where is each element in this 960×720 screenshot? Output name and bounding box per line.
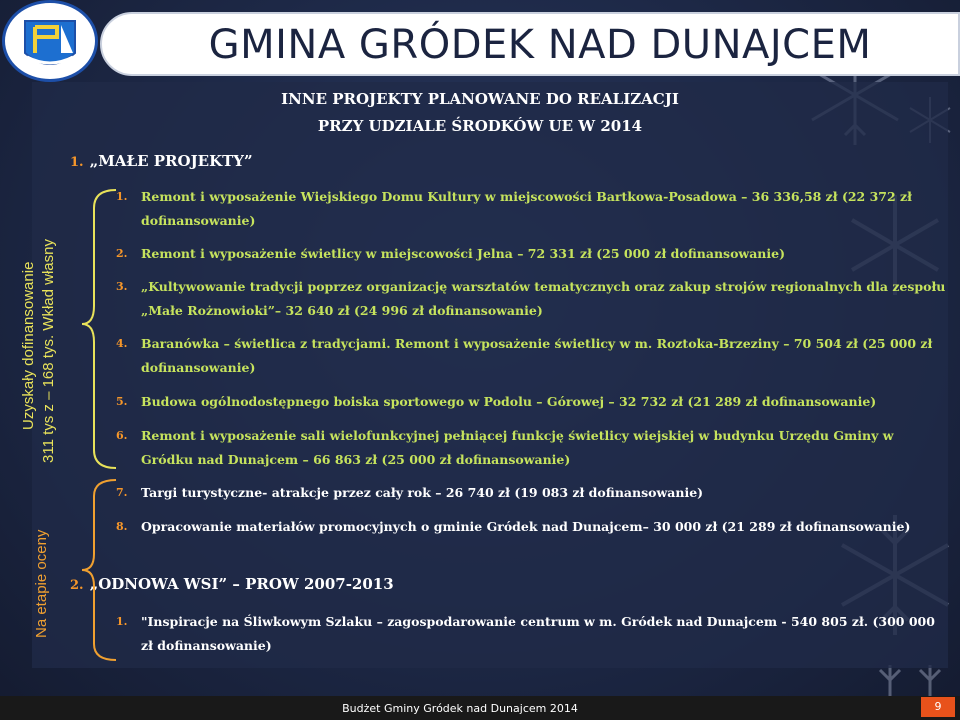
item-text: Remont i wyposażenie sali wielofunkcyjnej pełniącej funkcję świetlicy wiejskiej w budynku Urzędu Gminy w Gródku nad Dunajcem – 66 863 zł (25 000 zł dofinansowanie) bbox=[141, 428, 894, 467]
footer-text: Budżet Gminy Gródek nad Dunajcem 2014 bbox=[342, 702, 578, 715]
evaluation-note: Na etapie oceny bbox=[33, 529, 50, 638]
funded-bracket bbox=[80, 188, 120, 470]
item-text: Opracowanie materiałów promocyjnych o gminie Gródek nad Dunajcem– 30 000 zł (21 289 zł dofinansowanie) bbox=[141, 519, 911, 534]
item-text: Remont i wyposażenie świetlicy w miejscowości Jelna – 72 331 zł (25 000 zł dofinansowanie) bbox=[141, 246, 785, 261]
list-item bbox=[116, 390, 946, 414]
list-item bbox=[116, 275, 946, 323]
page-title: GMINA GRÓDEK NAD DUNAJCEM bbox=[208, 22, 872, 68]
section-number: 2. bbox=[70, 578, 84, 593]
coat-of-arms-icon bbox=[5, 3, 95, 79]
list-item bbox=[116, 515, 946, 539]
municipality-logo bbox=[2, 0, 98, 82]
section-heading-small-projects bbox=[70, 152, 253, 170]
list-item bbox=[116, 610, 946, 658]
page-number-badge: 9 bbox=[921, 697, 955, 717]
list-item bbox=[116, 424, 946, 472]
item-number: 7. bbox=[116, 486, 128, 499]
item-text: "Inspiracje na Śliwkowym Szlaku – zagospodarowanie centrum w m. Gródek nad Dunajcem - 540 805 zł. (300 000 zł dofinansowanie) bbox=[141, 614, 935, 653]
item-number: 1. bbox=[116, 615, 128, 628]
list-item bbox=[116, 481, 946, 505]
list-item bbox=[116, 242, 946, 266]
item-text: Budowa ogólnodostępnego boiska sportowego w Podolu – Górowej – 32 732 zł (21 289 zł dofinansowanie) bbox=[141, 394, 877, 409]
subtitle-line-1: INNE PROJEKTY PLANOWANE DO REALIZACJI bbox=[281, 90, 679, 108]
item-number: 8. bbox=[116, 520, 128, 533]
item-text: „Kultywowanie tradycji poprzez organizację warsztatów tematycznych oraz zakup strojów regionalnych dla zespołu „Małe Rożnowioki”– 32 640 zł (24 996 zł dofinansowanie) bbox=[141, 279, 946, 318]
item-number: 3. bbox=[116, 280, 128, 293]
item-number: 2. bbox=[116, 247, 128, 260]
section-number: 1. bbox=[70, 155, 84, 170]
funded-note-line-1: Uzyskały dofinansowanie bbox=[20, 261, 37, 430]
section-title: „ODNOWA WSI” – PROW 2007-2013 bbox=[89, 575, 394, 593]
list-item bbox=[116, 332, 946, 380]
list-item bbox=[116, 185, 946, 233]
item-text: Baranówka – świetlica z tradycjami. Remont i wyposażenie świetlicy w m. Roztoka-Brzeziny – 70 504 zł (25 000 zł dofinansowanie) bbox=[141, 336, 933, 375]
subtitle-line-2: PRZY UDZIALE ŚRODKÓW UE W 2014 bbox=[317, 117, 643, 135]
item-number: 6. bbox=[116, 429, 128, 442]
item-text: Targi turystyczne- atrakcje przez cały rok – 26 740 zł (19 083 zł dofinansowanie) bbox=[141, 485, 704, 500]
evaluation-bracket bbox=[80, 478, 120, 662]
item-number: 1. bbox=[116, 190, 128, 203]
section-title: „MAŁE PROJEKTY” bbox=[89, 152, 253, 170]
funded-note-line-2: 311 tys z – 168 tys. Wkład własny bbox=[40, 239, 57, 463]
item-text: Remont i wyposażenie Wiejskiego Domu Kultury w miejscowości Bartkowa-Posadowa – 36 336,58 zł (22 372 zł dofinansowanie) bbox=[141, 189, 912, 228]
item-number: 5. bbox=[116, 395, 128, 408]
item-number: 4. bbox=[116, 337, 128, 350]
